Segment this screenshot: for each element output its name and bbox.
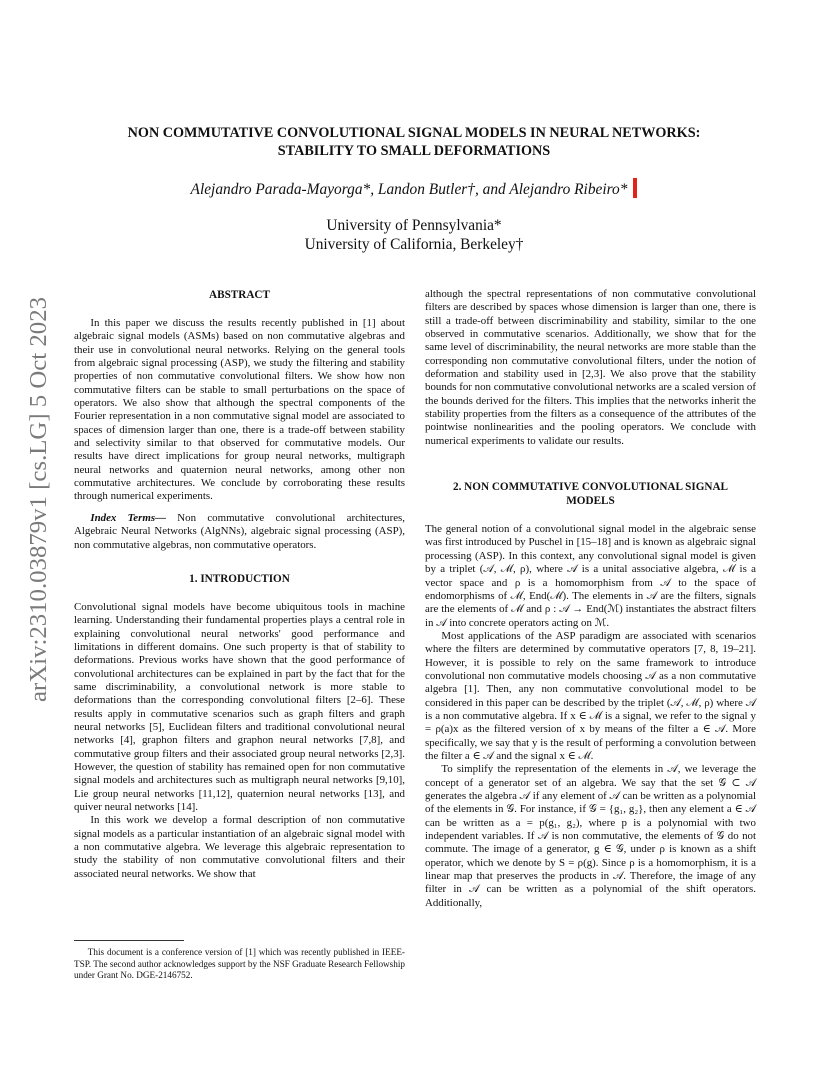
index-terms-label: Index Terms— xyxy=(90,511,166,524)
affiliations xyxy=(80,216,748,254)
right-column xyxy=(425,288,756,910)
index-terms-text: Non commutative convolutional architectures, Algebraic Neural Networks (AlgNNs), algebraic signal processing (ASP), non commutative algebras, non commutative operators. xyxy=(74,511,405,551)
section-1-heading: 1. INTRODUCTION xyxy=(189,572,290,585)
title-line-1: NON COMMUTATIVE CONVOLUTIONAL SIGNAL MODELS IN NEURAL NETWORKS: xyxy=(127,125,701,141)
footnote-text: This document is a conference version of [1] which was recently published in IEEE-TSP. The second author acknowledges support by the NSF Graduate Research Fellowship under Grant No. DGE-2146752. xyxy=(74,947,405,981)
section-1-paragraph-1: Convolutional signal models have become ubiquitous tools in machine learning. Understanding their fundamental properties plays a central role in explaining convolutional neural networks' good performance and limitations in different domains. One such property is that of stability to deformations. Previous works have shown that the good performance of convolutional architectures can be explained in part by the fact that for the same discriminability, a convolutional network is more stable to deformations than the corresponding convolutional filters [2–6]. These results apply in commutative scenarios such as graph filters and graph neural networks [5], Euclidean filters and traditional convolutional neural networks [4], graphon filters and graphon neural networks [7,8], and commutative group filters and their associated group neural networks [2,3]. However, the question of stability has remained open for non commutative signal models and architectures such as multigraph neural networks [9,10], Lie group neural networks [11,12], quaternion neural networks [13], and quiver neural networks [14]. xyxy=(74,600,405,813)
authors-line xyxy=(80,178,748,199)
affiliation-1: University of Pennsylvania* xyxy=(326,217,502,234)
paper-title xyxy=(80,124,748,160)
section-2-paragraph-2: Most applications of the ASP paradigm are associated with scenarios where the filters are determined by commutative operators [7, 8, 19–21]. However, it is possible to rely on the same framework to introduce convolutional non commutative models choosing 𝒜 as a non commutative algebra [1]. Then, any non commutative convolutional model to be considered in this paper can be described by the triplet (𝒜, ℳ, ρ) where 𝒜 is a non commutative algebra. If x ∈ ℳ is a signal, we refer to the signal y = ρ(a)x as the filtered version of x by means of the filter a ∈ 𝒜. More specifically, we say that y is the result of performing a convolution between the filter a ∈ 𝒜 and the signal x ∈ ℳ. xyxy=(425,629,756,762)
index-terms xyxy=(74,512,405,552)
affiliation-2: University of California, Berkeley† xyxy=(304,236,524,253)
section-2-paragraph-1: The general notion of a convolutional signal model in the algebraic sense was first introduced by Puschel in [15–18] and is known as algebraic signal processing (ASP). In this context, any convolutional signal model is given by a triplet (𝒜, ℳ, ρ), where 𝒜 is a unital associative algebra, ℳ is a vector space and ρ is a homomorphism from 𝒜 to the space of endomorphisms of ℳ, End(ℳ). The elements in 𝒜 are the filters, signals are the elements of ℳ and ρ : 𝒜 → End(ℳ) instantiates the abstract filters in 𝒜 into concrete operators acting on ℳ. xyxy=(425,523,756,629)
right-paragraph-continued: although the spectral representations of non commutative convolutional filters are described by spaces whose dimension is larger than one, there is still a trade-off between discriminability and stability, similar to the one observed in commutative scenarios. Additionally, we show that for the same level of discriminability, the neural networks are more stable than the corresponding non commutative convolutional filters, under the notion of deformation and stability used in [2,3]. We also prove that the stability bounds for non commutative convolutional networks are a scaled version of the bounds derived for the filters. This implies that the networks inherit the stability properties from the filters as a consequence of the attributes of the pointwise nonlinearities and the pooling operators. We conclude with numerical experiments to validate our results. xyxy=(425,288,756,447)
left-column xyxy=(74,288,405,881)
section-1-paragraph-2: In this work we develop a formal description of non commutative signal models as a particular instantiation of an algebraic signal model with a non commutative algebra. We leverage this algebraic representation to study the stability of non commutative convolutional filters and their associated neural networks. We show that xyxy=(74,814,405,880)
arxiv-stamp xyxy=(14,290,54,710)
section-2-paragraph-3: To simplify the representation of the elements in 𝒜, we leverage the concept of a generator set of an algebra. We say that the set 𝒢 ⊂ 𝒜 generates the algebra 𝒜 if any element of 𝒜 can be written as a polynomial of the elements in 𝒢. For instance, if 𝒢 = {g₁, g₂}, then any element a ∈ 𝒜 can be written as a = p(g₁, g₂), where p is a polynomial with two independent variables. If 𝒜 is non commutative, the elements of 𝒢 do not commute. The image of a generator, g ∈ 𝒢, under ρ is known as a shift operator, which we denote by S = ρ(g). Since ρ is a homomorphism, it is a linear map that preserves the products in 𝒜. Therefore, the image of any filter in 𝒜 can be written as a polynomial of the shift operators. Additionally, xyxy=(425,763,756,909)
title-line-2: STABILITY TO SMALL DEFORMATIONS xyxy=(277,143,551,159)
footnote xyxy=(74,940,405,982)
section-2-heading xyxy=(425,480,756,508)
footnote-rule xyxy=(74,940,184,941)
red-marker xyxy=(633,178,637,198)
section-2-heading-line-1: 2. NON COMMUTATIVE CONVOLUTIONAL SIGNAL xyxy=(452,481,729,494)
abstract-text: In this paper we discuss the results recently published in [1] about algebraic signal models (ASMs) based on non commutative algebras and their use in convolutional neural networks. Relying on the general tools from algebraic signal processing (ASP), we study the filtering and stability properties of non commutative convolutional filters. We show how non commutative filters can be stable to small perturbations on the space of operators. We also show that although the spectral components of the Fourier representation in a non commutative signal model are associated to spaces of dimension larger than one, there is a trade-off between stability and selectivity similar to that observed for commutative models. Our results have direct implications for group neural networks, multigraph neural networks and quaternion neural networks, among other non commutative architectures. We conclude by corroborating these results through numerical experiments. xyxy=(74,317,405,503)
section-2-heading-line-2: MODELS xyxy=(566,495,615,508)
authors: Alejandro Parada-Mayorga*, Landon Butler†, and Alejandro Ribeiro* xyxy=(190,181,628,198)
arxiv-id: arXiv:2310.03879v1 [cs.LG] 5 Oct 2023 xyxy=(26,310,52,702)
abstract-heading: ABSTRACT xyxy=(209,289,270,301)
